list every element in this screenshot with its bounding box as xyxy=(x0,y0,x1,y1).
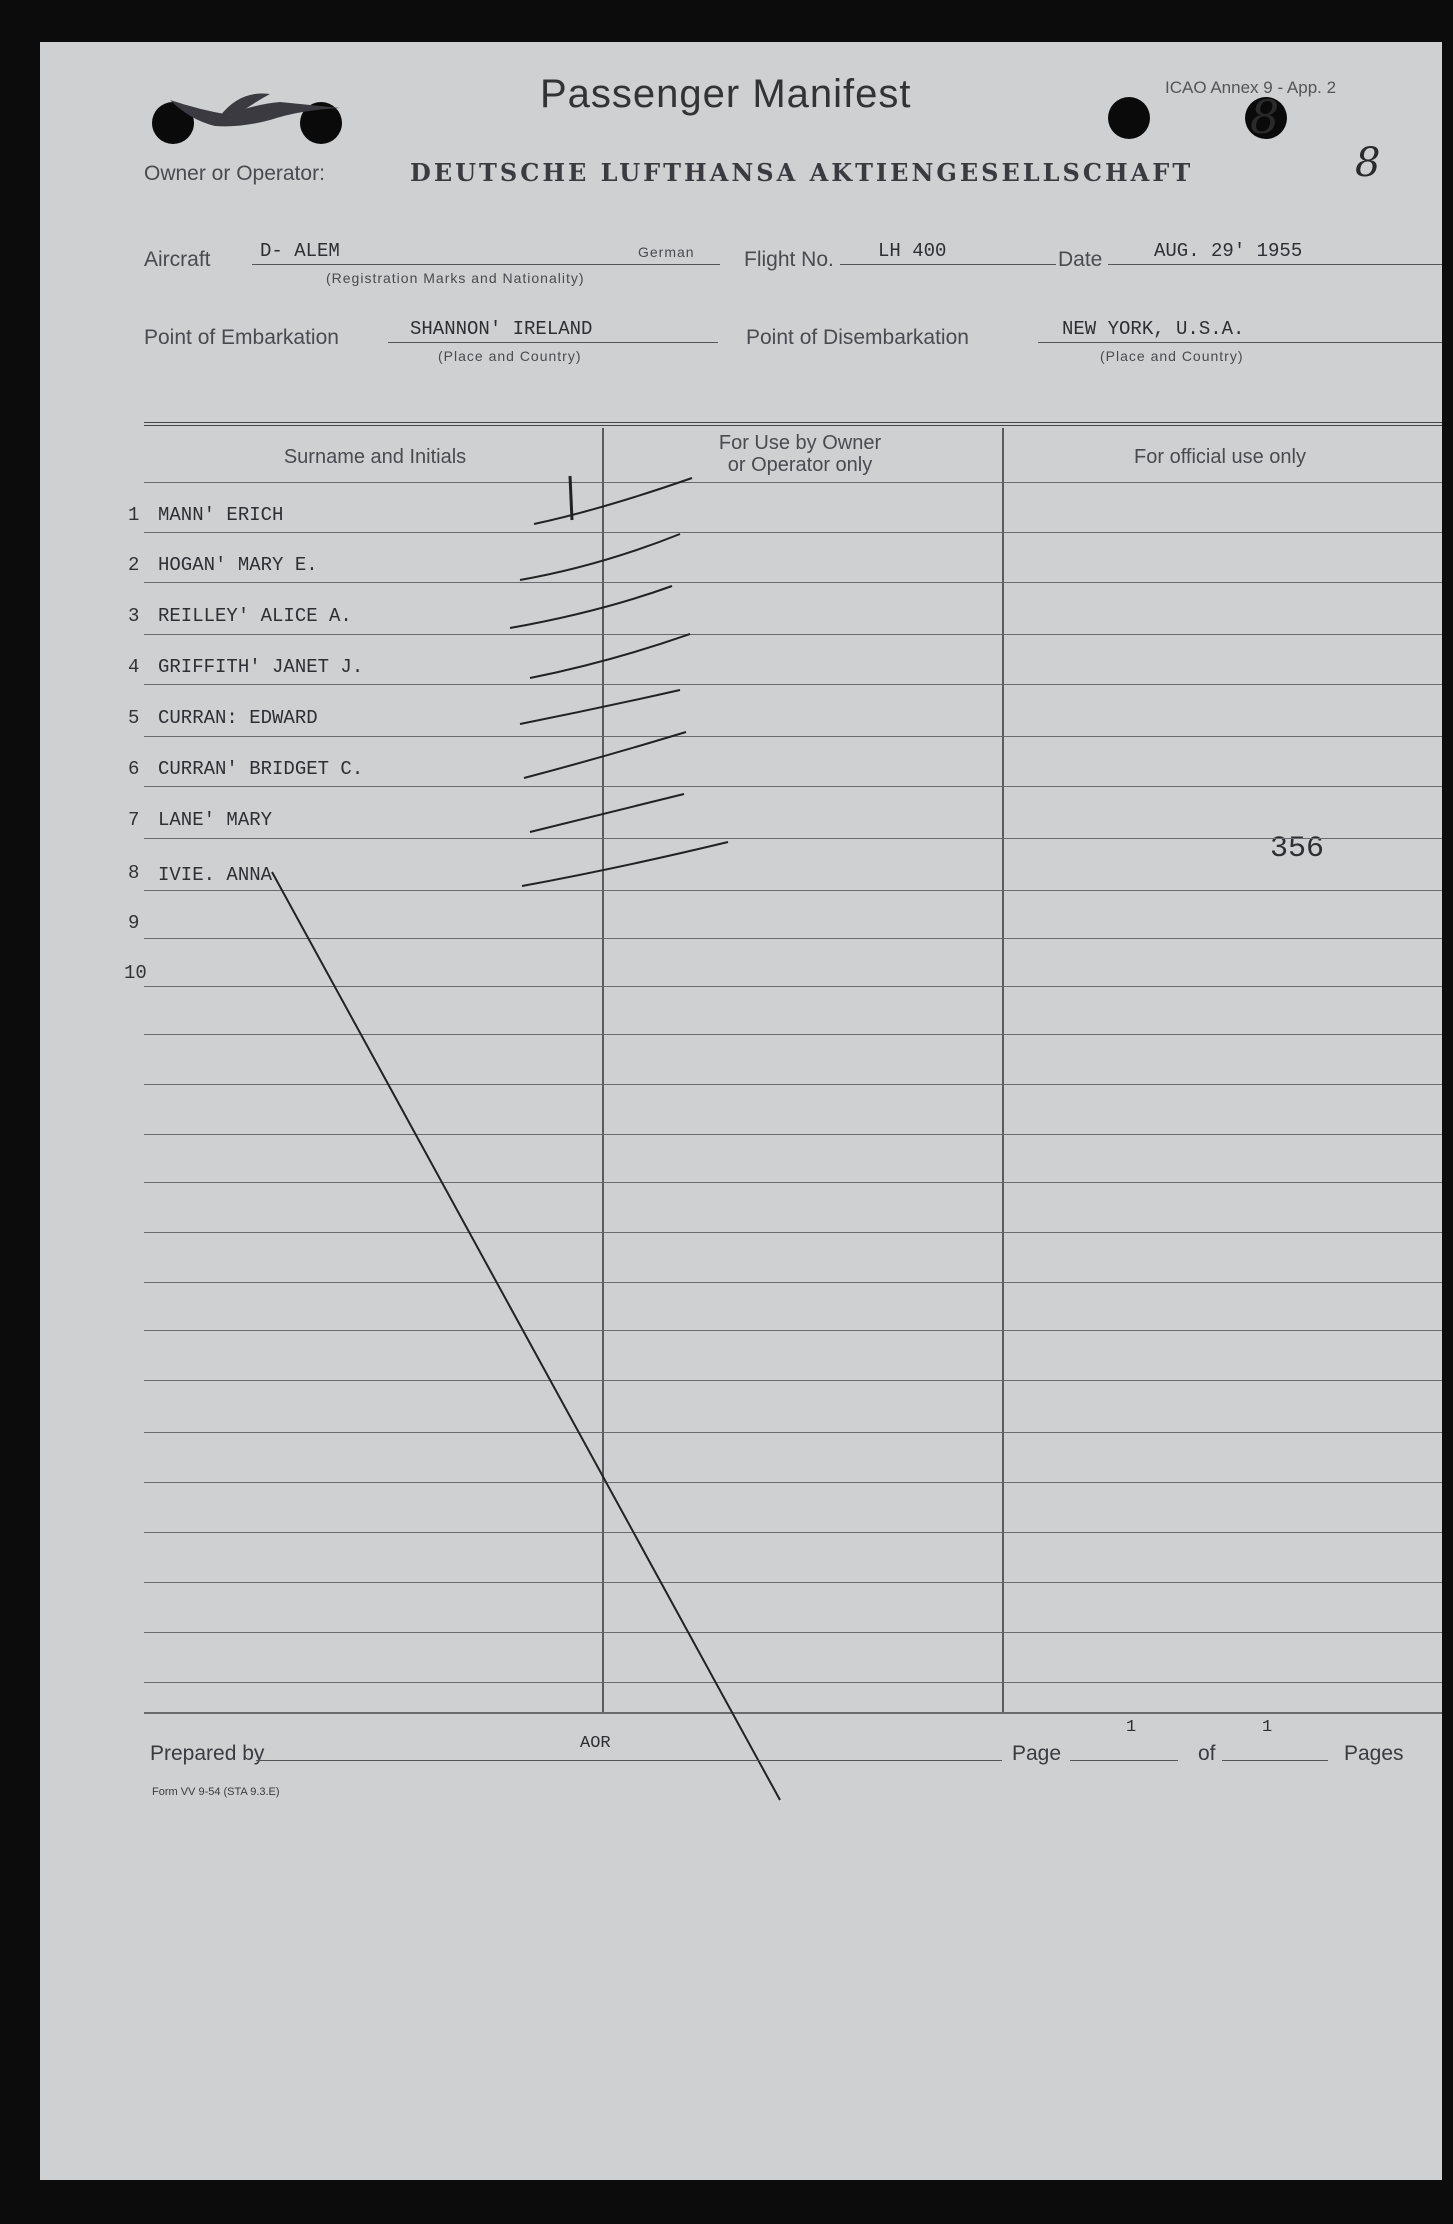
column-header-official: For official use only xyxy=(1134,446,1306,468)
column-header-owner-1: For Use by Owner xyxy=(718,432,882,454)
passenger-name: CURRAN' BRIDGET C. xyxy=(158,758,364,780)
pages-label: Pages xyxy=(1344,1742,1404,1765)
row-number: 7 xyxy=(128,809,140,831)
icao-reference: ICAO Annex 9 - App. 2 xyxy=(1165,78,1337,97)
form-code: Form VV 9-54 (STA 9.3.E) xyxy=(152,1786,280,1798)
disembarkation-sub-label: (Place and Country) xyxy=(1100,348,1244,364)
prepared-by-label: Prepared by xyxy=(150,1742,265,1765)
disembarkation-label: Point of Disembarkation xyxy=(746,326,969,349)
check-stroke xyxy=(520,690,680,724)
passenger-name: IVIE. ANNA xyxy=(158,864,273,886)
row-number: 5 xyxy=(128,707,140,729)
page-value: 1 xyxy=(1126,1718,1137,1737)
aircraft-sub-label: (Registration Marks and Nationality) xyxy=(326,270,585,286)
row-number: 9 xyxy=(128,912,140,934)
embarkation-label: Point of Embarkation xyxy=(144,326,339,349)
embarkation-sub-label: (Place and Country) xyxy=(438,348,582,364)
official-note: 356 xyxy=(1270,832,1325,866)
aircraft-value: D- ALEM xyxy=(260,240,340,262)
page-title: Passenger Manifest xyxy=(540,72,912,116)
row-number: 3 xyxy=(128,605,140,627)
check-stroke xyxy=(510,586,672,628)
passenger-name: LANE' MARY xyxy=(158,809,273,831)
disembarkation-value: NEW YORK, U.S.A. xyxy=(1062,318,1245,340)
owner-label: Owner or Operator: xyxy=(144,162,325,185)
of-value: 1 xyxy=(1262,1718,1273,1737)
column-header-surname: Surname and Initials xyxy=(283,446,467,468)
aircraft-label: Aircraft xyxy=(144,248,211,271)
row-number: 2 xyxy=(128,554,140,576)
row-number: 8 xyxy=(128,862,140,884)
check-stroke xyxy=(530,634,690,678)
passenger-name: HOGAN' MARY E. xyxy=(158,554,318,576)
long-diagonal-stroke xyxy=(272,872,780,1800)
date-value: AUG. 29' 1955 xyxy=(1154,240,1303,262)
pen-strokes xyxy=(40,42,1442,2180)
handwritten-number: 8 xyxy=(1355,140,1381,186)
row-number: 1 xyxy=(128,504,140,526)
check-stroke xyxy=(524,732,686,778)
date-label: Date xyxy=(1058,248,1103,271)
check-stroke xyxy=(530,794,684,832)
prepared-by-value: AOR xyxy=(580,1734,611,1753)
row-number: 10 xyxy=(124,962,147,984)
column-header-owner-2: or Operator only xyxy=(727,454,873,476)
page-label: Page xyxy=(1012,1742,1062,1765)
of-label: of xyxy=(1198,1742,1216,1765)
passenger-name: GRIFFITH' JANET J. xyxy=(158,656,364,678)
flight-value: LH 400 xyxy=(878,240,947,262)
nationality-value: German xyxy=(638,244,695,260)
handwritten-number: 8 xyxy=(1250,90,1280,144)
row-number: 4 xyxy=(128,656,140,678)
row-number: 6 xyxy=(128,758,140,780)
passenger-name: MANN' ERICH xyxy=(158,504,284,526)
check-stroke xyxy=(534,478,692,524)
owner-value: DEUTSCHE LUFTHANSA AKTIENGESELLSCHAFT xyxy=(410,158,1194,187)
flight-label: Flight No. xyxy=(744,248,834,271)
manifest-page xyxy=(40,42,1442,2180)
passenger-name: REILLEY' ALICE A. xyxy=(158,605,352,627)
tick-stroke xyxy=(570,476,572,520)
passenger-name: CURRAN: EDWARD xyxy=(158,707,318,729)
check-stroke xyxy=(522,842,728,886)
check-stroke xyxy=(520,534,680,580)
embarkation-value: SHANNON' IRELAND xyxy=(410,318,593,340)
